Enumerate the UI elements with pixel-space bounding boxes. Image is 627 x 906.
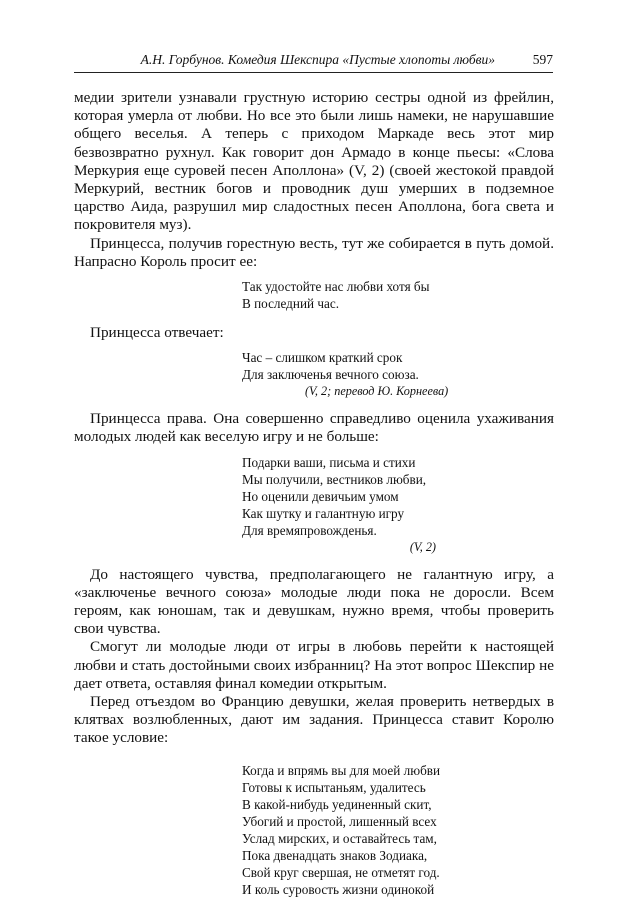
verse-line: Пока двенадцать знаков Зодиака, <box>242 847 428 863</box>
paragraph: Принцесса отвечает: <box>90 324 224 342</box>
verse-line: Услад мирских, и оставайтесь там, <box>242 830 437 846</box>
verse-line: Убогий и простой, лишенный всех <box>242 813 437 829</box>
verse-line: Так удостойте нас любви хотя бы <box>242 279 430 295</box>
page-number: 597 <box>532 52 553 67</box>
paragraph: До настоящего чувства, предполагающего не галантную игру, а «заключенье вечного союза» молодые люди пока не доросли. Всем героям, как юношам, так и девушкам, нужно время, чтобы проверить свои чувства. <box>74 565 554 638</box>
verse-line: Но оценили девичьим умом <box>242 488 399 504</box>
verse-line: Для заключенья вечного союза. <box>242 367 419 383</box>
verse-line: В какой-нибудь уединенный скит, <box>242 796 432 812</box>
verse-quote <box>74 762 554 898</box>
verse-line: Когда и впрямь вы для моей любви <box>242 762 441 778</box>
verse-line: Свой круг свершая, не отметят год. <box>242 864 440 880</box>
verse-quote <box>74 349 554 400</box>
verse-line: Час – слишком краткий срок <box>242 350 403 366</box>
paragraph: Смогут ли молодые люди от игры в любовь перейти к настоящей любви и стать достойными своих избранниц? На этот вопрос Шекспир не дает ответа, оставляя финал комедии открытым. <box>74 638 554 692</box>
verse-line: Как шутку и галантную игру <box>242 505 405 521</box>
verse-source: (V, 2) <box>409 539 436 554</box>
verse-line: В последний час. <box>242 296 340 312</box>
verse-line: И коль суровость жизни одинокой <box>242 881 435 897</box>
verse-line: Подарки ваши, письма и стихи <box>242 454 416 470</box>
verse-line: Мы получили, вестников любви, <box>242 471 427 487</box>
running-title: А.Н. Горбунов. Комедия Шекспира «Пустые хлопоты любви» <box>140 52 495 67</box>
page-body <box>74 89 554 906</box>
paragraph: медии зрители узнавали грустную историю сестры одной из фрейлин, которая умерла от любви. Но все это были лишь намеки, не нарушавшие общего веселья. А теперь с приходом Маркаде весь этот мир безвозвратно рухнул. Как говорит дон Армадо в конце пьесы: «Слова Меркурия еще суровей песен Аполлона» (V, 2) (своей жестокой правдой Меркурий, вестник богов и проводник душ умерших в подземное царство Аида, разрушил мир сладостных песен Аполлона, бога света и покровителя муз). <box>74 89 554 234</box>
running-header <box>74 50 553 73</box>
paragraph: Принцесса права. Она совершенно справедливо оценила ухаживания молодых людей как веселую игру и не больше: <box>74 410 554 446</box>
verse-quote <box>74 278 554 312</box>
verse-line: Готовы к испытаньям, удалитесь <box>242 779 426 795</box>
paragraph: Перед отъездом во Францию девушки, желая проверить нетвердых в клятвах возлюбленных, дают им задания. Принцесса ставит Королю такое условие: <box>74 693 554 747</box>
verse-quote <box>74 454 554 556</box>
paragraph: Принцесса, получив горестную весть, тут же собирается в путь домой. Напрасно Король просит ее: <box>74 234 554 270</box>
verse-source: (V, 2; перевод Ю. Корнеева) <box>305 384 449 399</box>
verse-line: Для времяпровожденья. <box>242 522 377 538</box>
